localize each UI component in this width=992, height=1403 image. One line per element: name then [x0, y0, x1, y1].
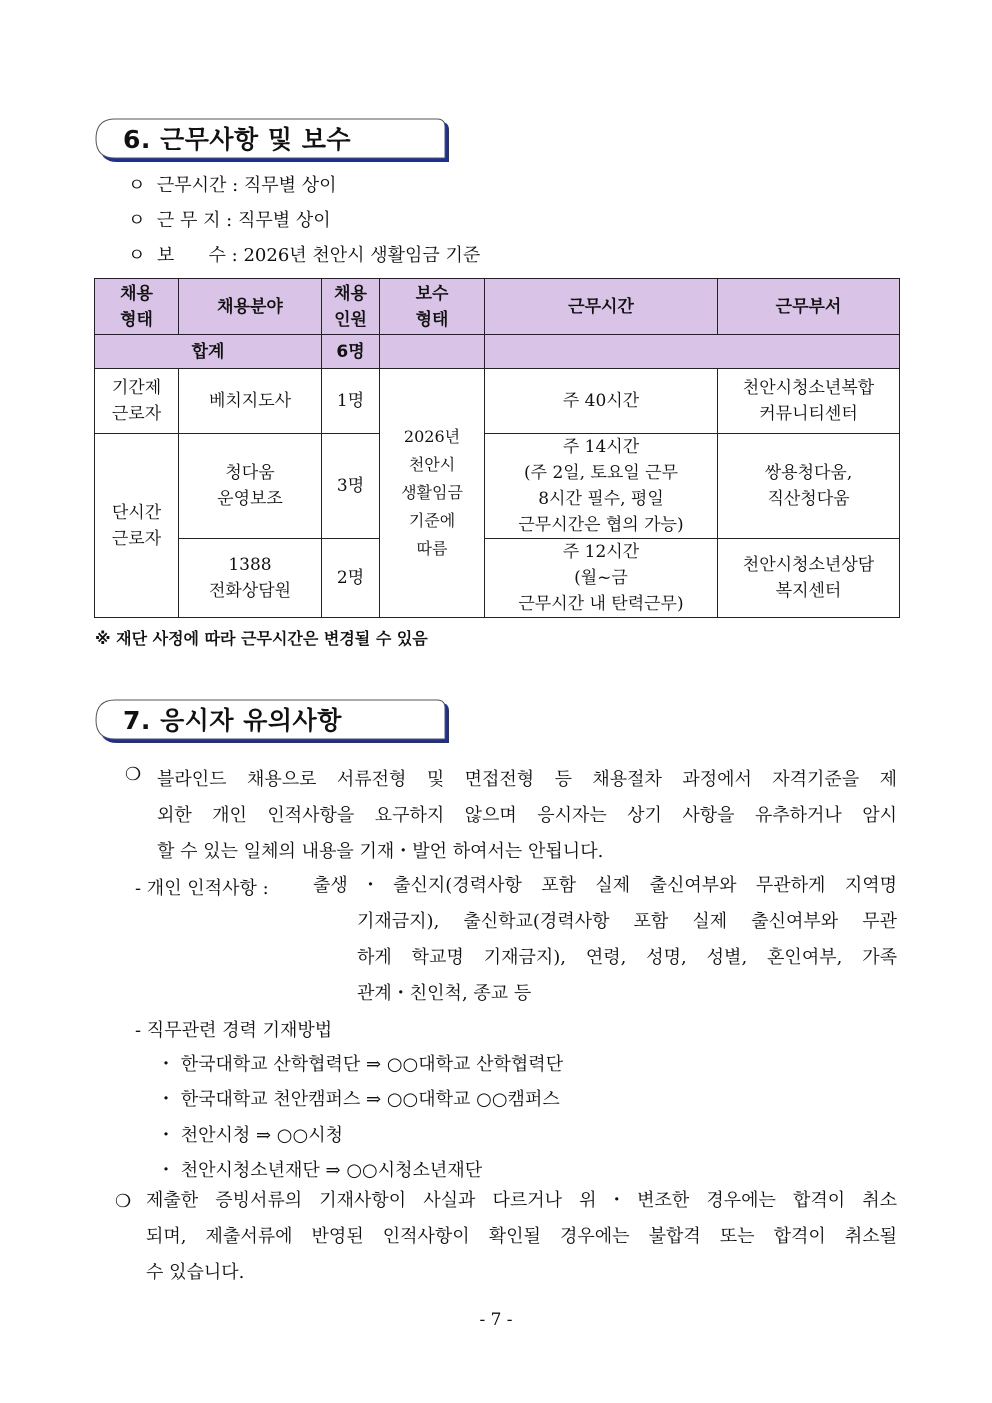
- para-line: 관계・친인척, 종교 등: [357, 983, 532, 1004]
- paragraph-documents: [146, 1183, 897, 1291]
- para-line: 수 있습니다.: [146, 1262, 245, 1283]
- page-number: - 7 -: [479, 1310, 513, 1330]
- bullet: ㅇ: [128, 210, 146, 231]
- cell-type: 단시간 근로자: [95, 434, 179, 618]
- career-item: ・ 한국대학교 천안캠퍼스 ⇒ ○○대학교 ○○캠퍼스: [157, 1089, 560, 1110]
- para-line: 블라인드 채용으로 서류전형 및 면접전형 등 채용절차 과정에서 자격기준을 제: [157, 769, 897, 790]
- table-header-row: [95, 279, 900, 335]
- section-6-header: [95, 118, 447, 162]
- header-cell: 보수 형태: [380, 279, 485, 335]
- para-line: 기재금지), 출신학교(경력사항 포함 실제 출신여부와 무관: [357, 911, 897, 932]
- header-cell: 근무시간: [485, 279, 718, 335]
- table-row: [95, 539, 900, 618]
- cell-dept: 천안시청소년상담 복지센터: [718, 539, 900, 618]
- section-7-header: [95, 699, 447, 743]
- career-item: ・ 천안시청소년재단 ⇒ ○○시청소년재단: [157, 1160, 483, 1181]
- bullet-circle: ❍: [125, 764, 142, 785]
- cell-hours: 주 12시간 (월~금 근무시간 내 탄력근무): [485, 539, 718, 618]
- section-7-title: 7. 응시자 유의사항: [123, 706, 342, 735]
- para-line: 외한 개인 인적사항을 요구하지 않으며 응시자는 상기 사항을 유추하거나 암시: [157, 805, 897, 826]
- para-line: 출생・출신지(경력사항 포함 실제 출신여부와 무관하게 지역명: [313, 875, 897, 896]
- para-line: 하게 학교명 기재금지), 연령, 성명, 성별, 혼인여부, 가족: [357, 947, 897, 968]
- cell-count: 2명: [322, 539, 380, 618]
- para-line: 할 수 있는 일체의 내용을 기재・발언 하여서는 안됩니다.: [157, 841, 604, 862]
- sum-empty: [380, 335, 485, 369]
- table-row: [95, 369, 900, 434]
- header-cell: 채용 인원: [322, 279, 380, 335]
- table-note: ※ 재단 사정에 따라 근무시간은 변경될 수 있음: [95, 629, 428, 648]
- item-text: 근무시간 : 직무별 상이: [156, 175, 337, 196]
- sum-count: 6명: [322, 335, 380, 369]
- cell-field: 1388 전화상담원: [179, 539, 322, 618]
- cell-count: 1명: [322, 369, 380, 434]
- bullet: ㅇ: [128, 245, 146, 266]
- header-cell: 채용분야: [179, 279, 322, 335]
- paragraph-blind-hiring: [157, 762, 897, 870]
- cell-dept: 천안시청소년복합 커뮤니티센터: [718, 369, 900, 434]
- table-sum-row: [95, 335, 900, 369]
- para-line: 되며, 제출서류에 반영된 인적사항이 확인될 경우에는 불합격 또는 합격이 취소될: [146, 1226, 897, 1247]
- career-item: ・ 천안시청 ⇒ ○○시청: [157, 1125, 343, 1146]
- item-text: 보 수 : 2026년 천안시 생활임금 기준: [156, 245, 481, 266]
- bullet-circle: ❍: [115, 1191, 132, 1212]
- item-pay: [128, 241, 480, 267]
- personal-info-label: - 개인 인적사항 :: [135, 878, 269, 899]
- header-cell: 근무부서: [718, 279, 900, 335]
- item-work-hours: [128, 171, 337, 197]
- cell-hours: 주 14시간 (주 2일, 토요일 근무 8시간 필수, 평일 근무시간은 협의 가능): [485, 434, 718, 539]
- career-item: ・ 한국대학교 산학협력단 ⇒ ○○대학교 산학협력단: [157, 1054, 564, 1075]
- work-conditions-table: [94, 278, 900, 618]
- cell-field: 베치지도사: [179, 369, 322, 434]
- table-row: [95, 434, 900, 539]
- cell-hours: 주 40시간: [485, 369, 718, 434]
- bullet: ㅇ: [128, 175, 146, 196]
- cell-type: 기간제 근로자: [95, 369, 179, 434]
- item-work-place: [128, 206, 331, 232]
- personal-info-first: [313, 868, 897, 904]
- item-text: 근 무 지 : 직무별 상이: [156, 210, 331, 231]
- cell-field: 청다움 운영보조: [179, 434, 322, 539]
- sum-label: 합계: [95, 335, 322, 369]
- career-label: - 직무관련 경력 기재방법: [135, 1020, 333, 1041]
- sum-empty: [485, 335, 900, 369]
- cell-count: 3명: [322, 434, 380, 539]
- cell-pay: 2026년 천안시 생활임금 기준에 따름: [380, 369, 485, 618]
- section-6-title: 6. 근무사항 및 보수: [123, 125, 352, 154]
- header-cell: 채용 형태: [95, 279, 179, 335]
- para-line: 제출한 증빙서류의 기재사항이 사실과 다르거나 위・변조한 경우에는 합격이 취소: [146, 1190, 897, 1211]
- cell-dept: 쌍용청다움, 직산청다움: [718, 434, 900, 539]
- personal-info-rest: [357, 904, 897, 1012]
